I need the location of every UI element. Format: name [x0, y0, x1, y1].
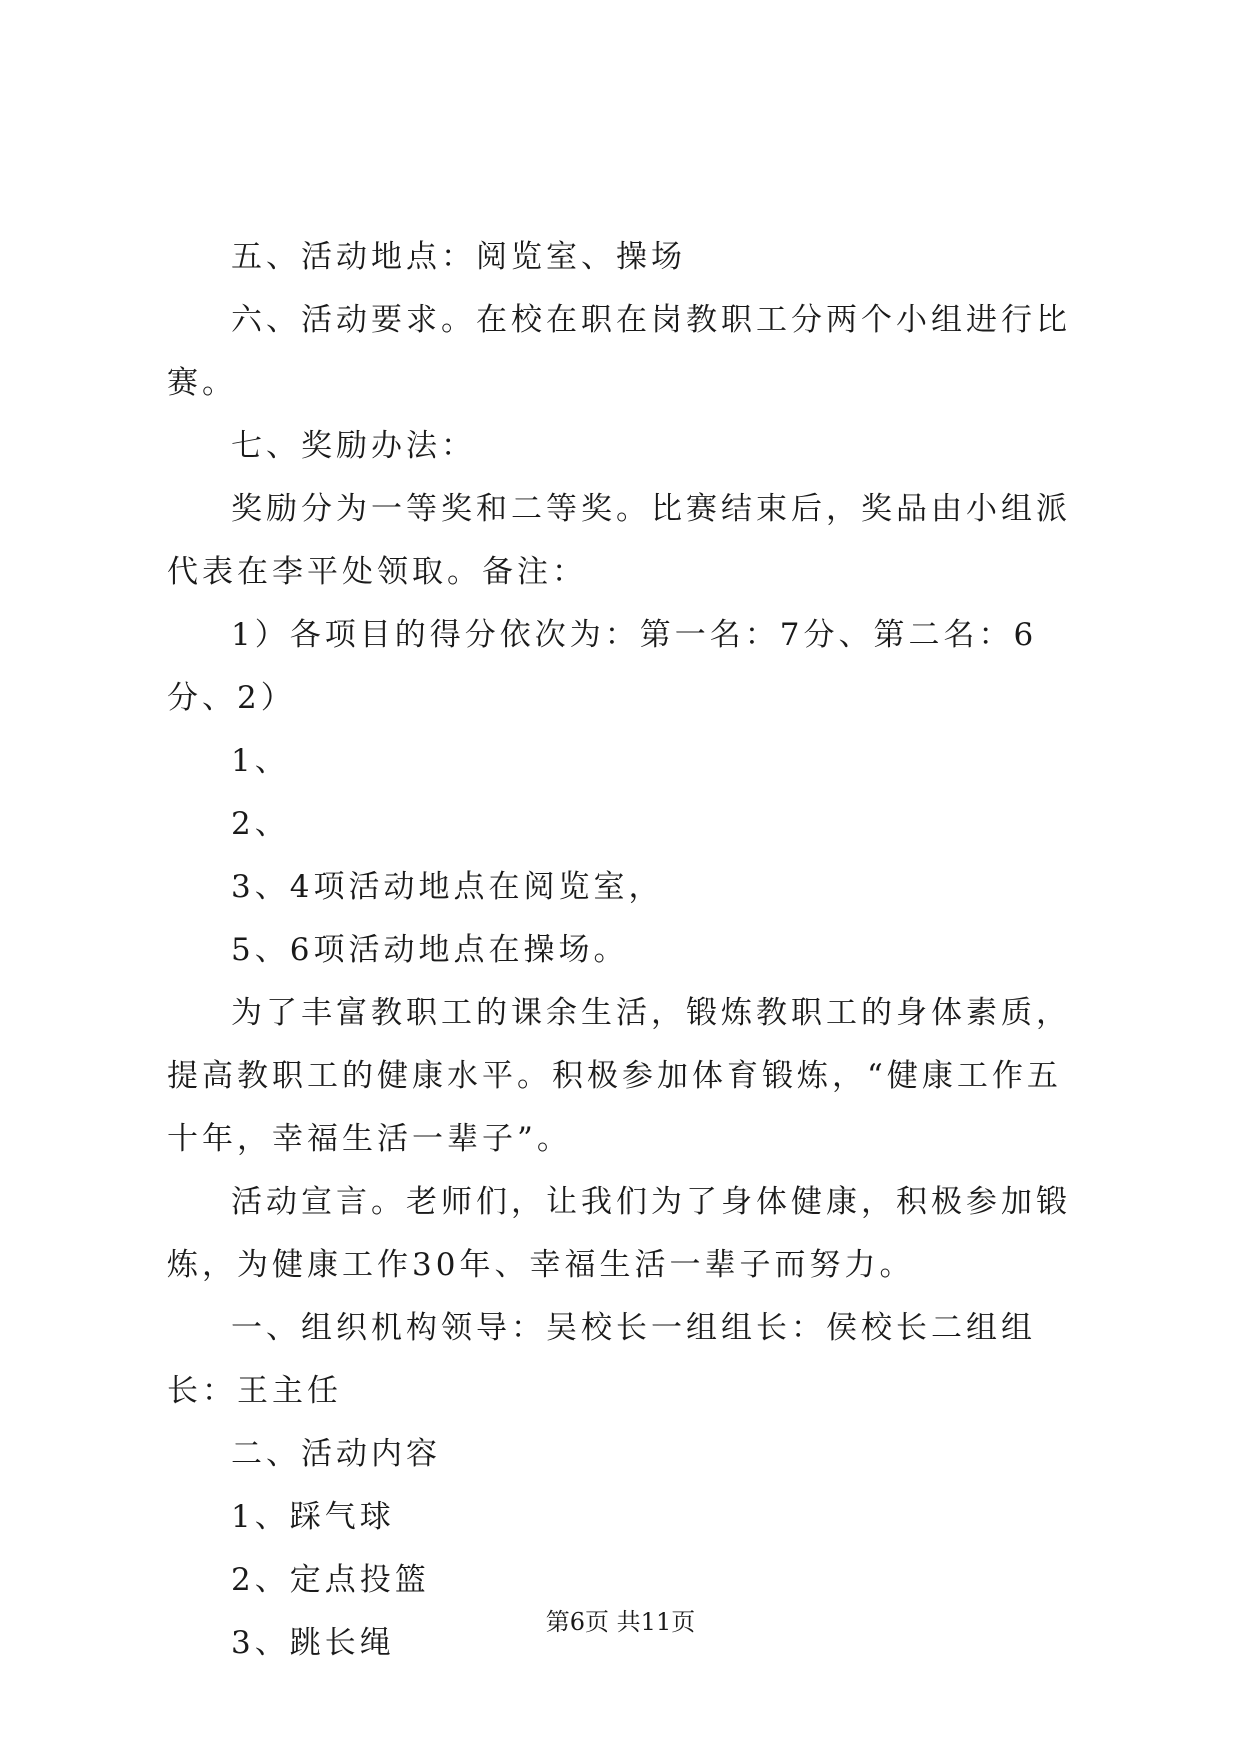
page-footer: 第6页 共11页 [545, 1608, 696, 1636]
list-item-balloon: 1、踩气球 [231, 1499, 395, 1535]
list-item-shooting: 2、定点投篮 [231, 1562, 430, 1598]
paragraph-note-5-6: 5、6项活动地点在操场。 [231, 932, 629, 968]
document-body [167, 226, 1087, 1675]
paragraph-note-2: 2、 [231, 806, 290, 842]
list-item-jump-rope: 3、跳长绳 [231, 1625, 395, 1661]
paragraph-note-1: 1、 [231, 743, 290, 779]
paragraph-requirements: 六、活动要求。在校在职在岗教职工分两个小组进行比赛。 [167, 302, 1071, 401]
paragraph-purpose: 为了丰富教职工的课余生活，锻炼教职工的身体素质，提高教职工的健康水平。积极参加体育锻炼，“健康工作五十年，幸福生活一辈子”。 [167, 995, 1071, 1157]
paragraph-reward-heading: 七、奖励办法： [231, 428, 476, 464]
paragraph-content-heading: 二、活动内容 [231, 1436, 441, 1472]
paragraph-reward-details: 奖励分为一等奖和二等奖。比赛结束后，奖品由小组派代表在李平处领取。备注： [167, 491, 1071, 590]
paragraph-organization: 一、组织机构领导：吴校长一组组长：侯校长二组组长：王主任 [167, 1310, 1036, 1409]
paragraph-note-scoring: 1）各项目的得分依次为：第一名：7分、第二名：6分、2） [167, 617, 1038, 716]
paragraph-declaration: 活动宣言。老师们，让我们为了身体健康，积极参加锻炼，为健康工作30年、幸福生活一辈子而努力。 [167, 1184, 1071, 1283]
paragraph-location: 五、活动地点：阅览室、操场 [231, 239, 686, 275]
paragraph-note-3-4: 3、4项活动地点在阅览室， [231, 869, 664, 905]
